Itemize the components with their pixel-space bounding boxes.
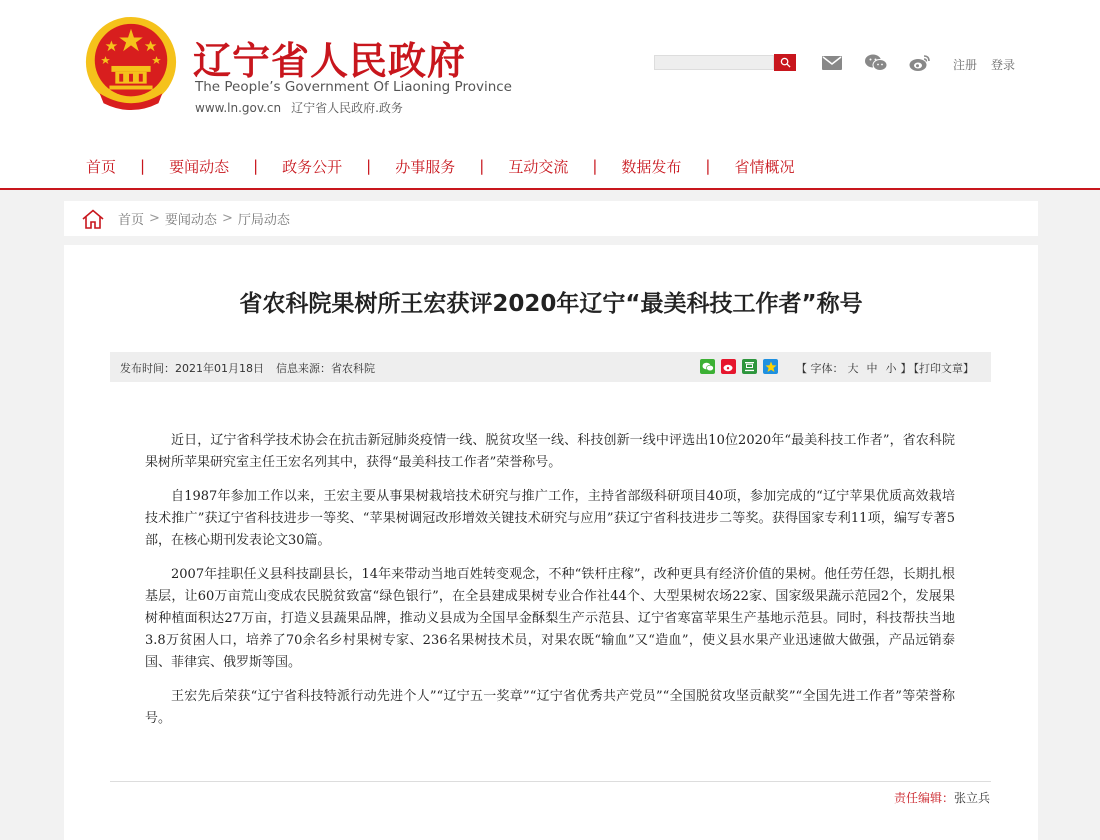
mail-icon <box>822 56 842 70</box>
site-header <box>0 0 1100 190</box>
site-title: 辽宁省人民政府 <box>193 38 467 83</box>
login-link[interactable]: 登录 <box>991 58 1016 72</box>
info-source: 信息来源：省农科院 <box>276 362 375 375</box>
national-emblem-icon <box>82 14 180 114</box>
mail-button[interactable] <box>820 52 844 74</box>
nav-item-interaction[interactable]: 互动交流 <box>508 157 569 176</box>
nav-separator: | <box>366 157 372 175</box>
nav-item-home[interactable]: 首页 <box>86 157 117 176</box>
search-icon <box>780 57 791 68</box>
article-divider <box>110 781 991 782</box>
article-meta-info <box>120 360 375 376</box>
register-link[interactable]: 注册 <box>953 58 978 72</box>
publish-time: 发布时间：2021年01月18日 <box>120 362 264 375</box>
weibo-icon <box>723 362 735 372</box>
site-url-tag: 辽宁省人民政府.政务 <box>291 101 403 115</box>
nav-item-province-overview[interactable]: 省情概况 <box>734 157 795 176</box>
wechat-icon <box>702 362 714 372</box>
breadcrumb-separator: > <box>149 211 160 226</box>
share-qzone-button[interactable] <box>763 359 778 374</box>
article-title: 省农科院果树所王宏获评2020年辽宁“最美科技工作者”称号 <box>239 291 863 317</box>
article-paragraph: 自1987年参加工作以来，王宏主要从事果树栽培技术研究与推广工作，主持省部级科研项目40项，参加完成的“辽宁苹果优质高效栽培技术推广”获辽宁省科技进步一等奖、“苹果树调冠改形增效关键技术研究与应用”获辽宁省科技进步二等奖。获得国家专利11项，编写专著5部，在核心期刊发表论文30篇。 <box>145 489 955 548</box>
nav-separator: | <box>592 157 598 175</box>
nav-item-services[interactable]: 办事服务 <box>395 157 456 176</box>
article-container <box>64 245 1038 840</box>
share-wechat-button[interactable] <box>700 359 715 374</box>
share-buttons <box>700 359 778 374</box>
nav-item-news[interactable]: 要闻动态 <box>169 157 230 176</box>
nav-separator: | <box>479 157 485 175</box>
nav-item-government-affairs[interactable]: 政务公开 <box>282 157 343 176</box>
weibo-icon <box>909 54 931 72</box>
nav-item-data-release[interactable]: 数据发布 <box>621 157 682 176</box>
search-button[interactable] <box>774 54 796 71</box>
qzone-star-icon <box>765 361 777 373</box>
font-size-medium-link[interactable]: 中 <box>866 362 878 375</box>
site-url-text: www.ln.gov.cn <box>195 101 282 115</box>
article-paragraph: 2007年挂职任义县科技副县长，14年来带动当地百姓转变观念，不种“铁杆庄稼”，改种更具有经济价值的果树。他任劳任怨，长期扎根基层，让60万亩荒山变成农民脱贫致富“绿色银行”，在全县建成果树专业合作社44个、大型果树农场22家、国家级果蔬示范园2个，发展果树种植面积达27万亩，打造义县蔬果品牌，推动义县成为全国早金酥梨生产示范县、辽宁省寒富苹果生产基地示范县。同时，科技帮扶当地3.8万贫困人口，培养了70余名乡村果树专家、236名果树技术员，对果农既“输血”又“造血”，使义县水果产业迅速做大做强，产品远销泰国、菲律宾、俄罗斯等国。 <box>145 567 955 670</box>
breadcrumb-item-news[interactable]: 要闻动态 <box>164 213 217 228</box>
breadcrumb <box>64 201 1038 236</box>
font-size-label: 【 字体： <box>796 362 844 375</box>
font-size-close: 】 <box>900 362 912 375</box>
wechat-icon <box>865 54 887 72</box>
home-icon <box>82 209 104 229</box>
print-article-link[interactable]: 【打印文章】 <box>913 362 974 375</box>
font-size-small-link[interactable]: 小 <box>885 362 897 375</box>
douban-icon <box>744 361 755 372</box>
article-meta-bar <box>110 352 991 382</box>
breadcrumb-separator: > <box>221 211 233 226</box>
article-body <box>145 430 955 742</box>
nav-separator: | <box>253 157 259 175</box>
wechat-button[interactable] <box>864 52 888 74</box>
font-size-large-link[interactable]: 大 <box>847 362 859 375</box>
editor-name: 张立兵 <box>953 791 990 805</box>
article-paragraph: 王宏先后荣获“辽宁省科技特派行动先进个人”“辽宁五一奖章”“辽宁省优秀共产党员”“全国脱贫攻坚贡献奖”“全国先进工作者”等荣誉称号。 <box>145 689 955 726</box>
weibo-button[interactable] <box>908 52 932 74</box>
search-input[interactable] <box>654 55 774 70</box>
breadcrumb-item-home[interactable]: 首页 <box>118 213 145 228</box>
breadcrumb-item-department-news[interactable]: 厅局动态 <box>237 213 290 228</box>
site-url <box>195 99 403 116</box>
main-nav <box>86 154 794 178</box>
editor-label: 责任编辑： <box>893 791 954 805</box>
home-button[interactable] <box>82 209 104 229</box>
share-douban-button[interactable] <box>742 359 757 374</box>
nav-separator: | <box>140 157 146 175</box>
article-tools <box>796 360 974 376</box>
nav-separator: | <box>705 157 711 175</box>
site-subtitle: The People’s Government Of Liaoning Province <box>195 79 512 95</box>
article-paragraph: 近日，辽宁省科学技术协会在抗击新冠肺炎疫情一线、脱贫攻坚一线、科技创新一线中评选出10位2020年“最美科技工作者”，省农科院果树所苹果研究室主任王宏名列其中，获得“最美科技工作者”荣誉称号。 <box>145 433 955 470</box>
share-weibo-button[interactable] <box>721 359 736 374</box>
responsible-editor <box>894 789 990 806</box>
